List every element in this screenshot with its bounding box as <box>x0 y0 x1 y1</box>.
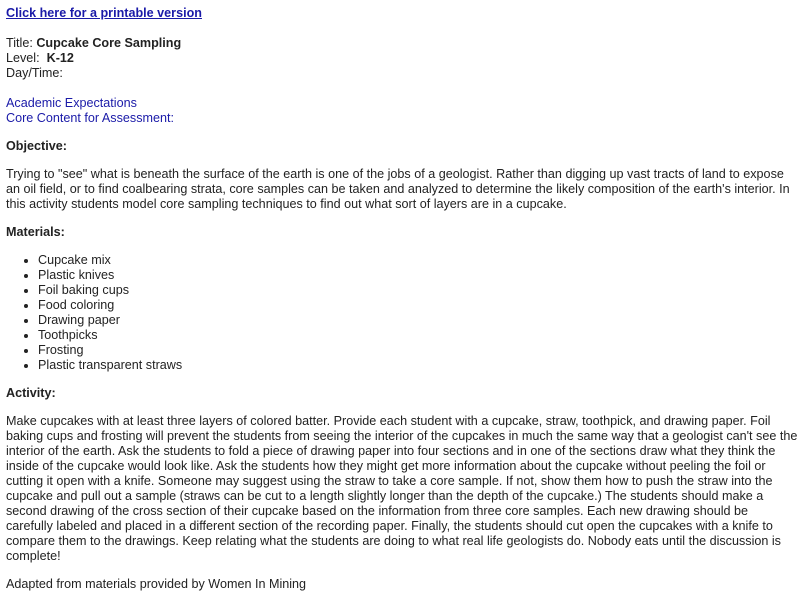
title-label: Title: <box>6 36 33 50</box>
materials-heading: Materials: <box>6 225 65 239</box>
attribution-text: Adapted from materials provided by Women In Mining <box>6 577 307 591</box>
list-item: • Frosting <box>38 343 798 358</box>
activity-text: Make cupcakes with at least three layers of colored batter. Provide each student with a cupcake, straw, toothpick, and drawing paper. Foil baking cups and frosting will prevent the students from seeing the interior of the cupcakes in much the same way that a geologist can't see the interior of the earth. Ask the students to fold a piece of drawing paper into four sections and in one of the sections draw what they think the inside of the cupcake would look like. Ask the students how they might get more information about the cupcake without peeling the foil or cutting it open with a knife. Someone may suggest using the straw to take a core sample. If not, show them how to push the straw into the cupcake and pull out a sample (straws can be cut to a length slightly longer than the depth of the cupcake.) The students should make a second drawing of the cross section of their cupcake based on the information from three core samples. Each new drawing should be carefully labeled and placed in a different section of the recording paper. Finally, the students should cut open the cupcakes with a knife to compare them to the drawings. Keep relating what the students are doing to what real life geologists do. Nobody eats until the discussion is complete! <box>6 414 798 563</box>
level-label: Level: <box>6 51 40 65</box>
academic-expectations-link[interactable]: Academic Expectations <box>6 96 137 110</box>
list-item: • Cupcake mix <box>38 253 798 268</box>
title-row <box>6 36 798 51</box>
objective-text: Trying to "see" what is beneath the surface of the earth is one of the jobs of a geologist. Rather than digging up vast tracts of land to expose an oil field, or to find coalbearing strata, core samples can be taken and analyzed to determine the likely composition of the earth's interior. In this activity students model core sampling techniques to find out what sort of layers are in a cupcake. <box>6 167 790 211</box>
activity-heading: Activity: <box>6 386 56 400</box>
list-item: • Toothpicks <box>38 328 798 343</box>
level-value: K-12 <box>46 51 74 65</box>
core-content-link[interactable]: Core Content for Assessment: <box>6 111 174 125</box>
list-item: • Plastic transparent straws <box>38 358 798 373</box>
daytime-row <box>6 66 798 81</box>
expectation-links <box>6 96 798 126</box>
title-value: Cupcake Core Sampling <box>36 36 182 50</box>
list-item: • Foil baking cups <box>38 283 798 298</box>
level-row <box>6 51 798 66</box>
objective-heading: Objective: <box>6 139 67 153</box>
daytime-label: Day/Time: <box>6 66 63 80</box>
list-item: • Plastic knives <box>38 268 798 283</box>
list-item: • Drawing paper <box>38 313 798 328</box>
printable-version-link[interactable]: Click here for a printable version <box>6 6 202 20</box>
materials-list <box>6 253 798 373</box>
list-item: • Food coloring <box>38 298 798 313</box>
lesson-meta <box>6 36 798 81</box>
